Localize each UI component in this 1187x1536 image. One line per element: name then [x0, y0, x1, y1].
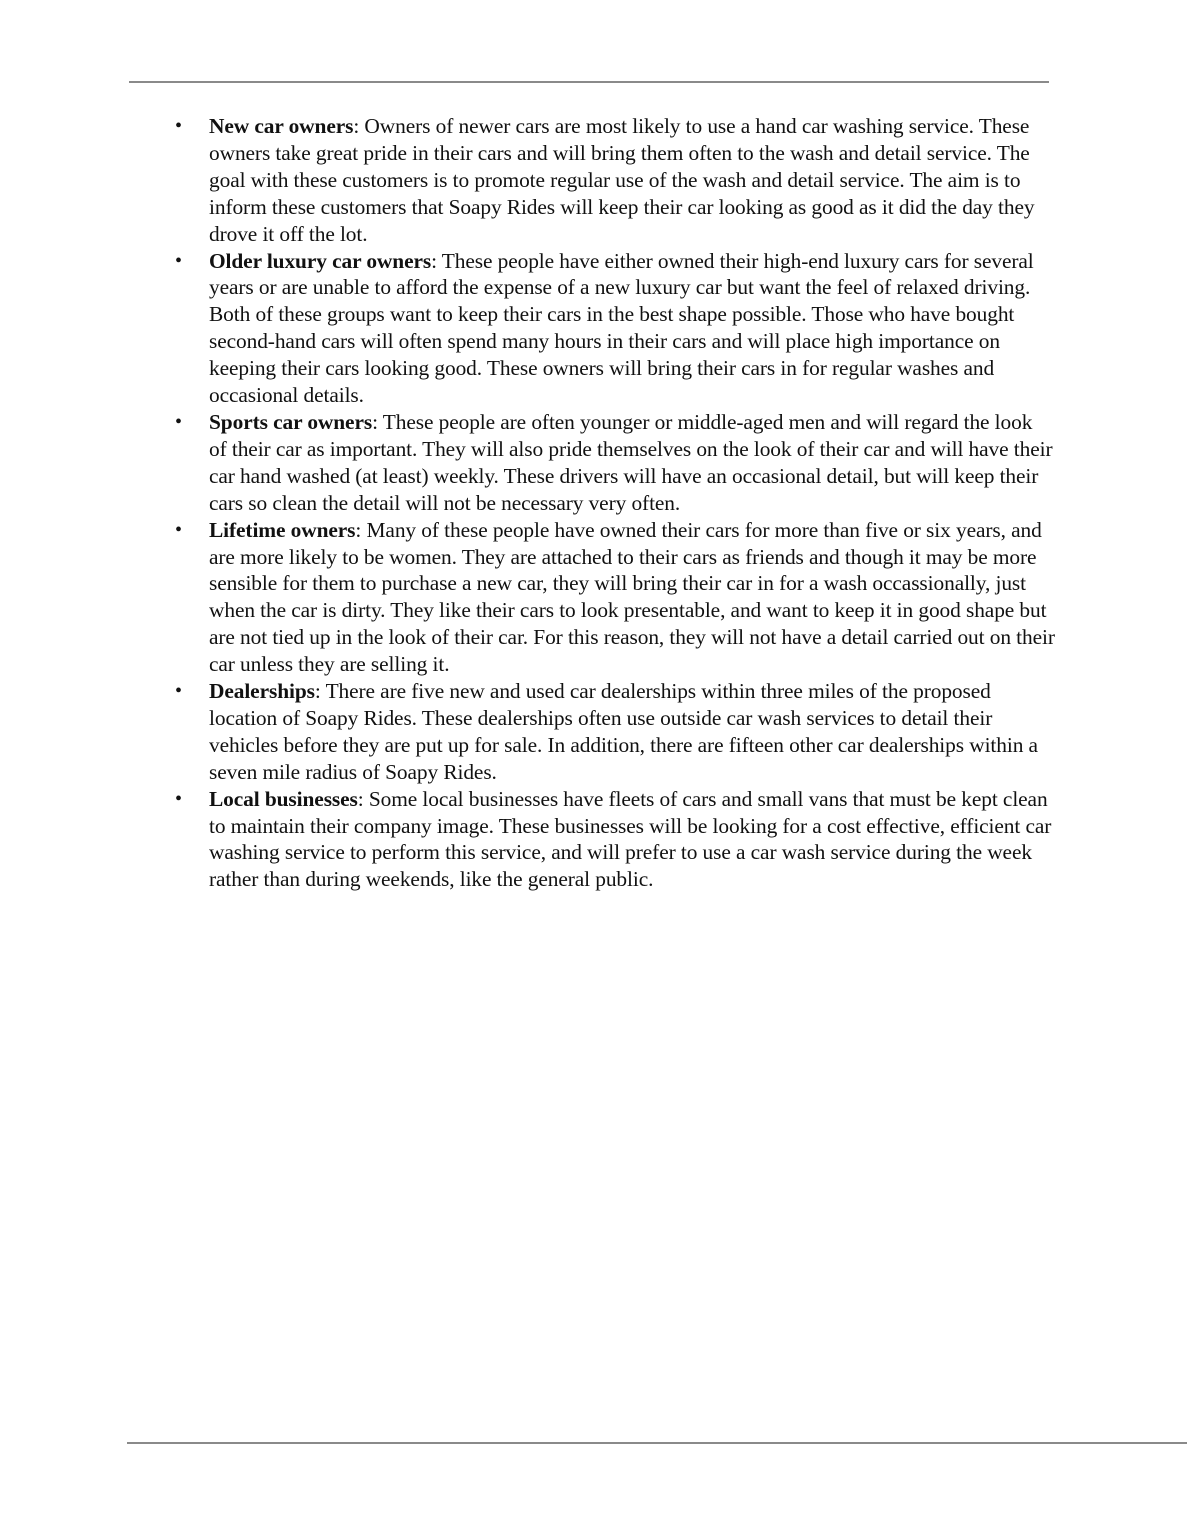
item-separator: :	[353, 114, 360, 138]
bullet-icon: •	[175, 115, 182, 137]
item-separator: :	[431, 248, 437, 273]
bullet-icon: •	[175, 249, 182, 272]
item-term: Dealerships	[209, 679, 315, 704]
list-item-older-luxury-car-owners	[175, 248, 1055, 409]
item-text: There are five new and used car dealerships within three miles of the proposed location of Soapy Rides. These dealerships often use outside car wash services to detail their vehicles before they are put up for sale. In addition, there are fifteen other car dealerships within a seven mile radius of Soapy Rides.	[209, 679, 1038, 784]
item-term: New car owners	[209, 114, 354, 138]
item-term: Sports car owners	[209, 409, 373, 434]
item-text: Some local businesses have fleets of cars and small vans that must be kept clean to maintain their company image. These businesses will be looking for a cost effective, efficient car washing service to perform this service, and will prefer to use a car wash service during the week rather than during weekends, like the general public.	[209, 786, 1052, 892]
item-text: Owners of newer cars are most likely to use a hand car washing service. These owners take great pride in their cars and will bring them often to the wash and detail service. The goal with these customers is to promote regular use of the wash and detail service. The aim is to inform these customers that Soapy Rides will keep their car looking as good as it did the day they drove it off the lot.	[209, 114, 1035, 246]
item-text: Many of these people have owned their cars for more than five or six years, and are more likely to be women. They are attached to their cars as friends and though it may be more sensible for them to purchase a new car, they will bring their car in for a wash occassionally, just when the car is dirty. They like their cars to look presentable, and want to keep it in good shape but are not tied up in the look of their car. For this reason, they will not have a detail carried out on their car unless they are selling it.	[209, 517, 1055, 677]
item-term: Lifetime owners	[209, 517, 356, 542]
footer-rule	[127, 1442, 1187, 1444]
customer-segment-list	[175, 113, 1055, 893]
item-separator: :	[357, 786, 364, 811]
item-term: Older luxury car owners	[209, 248, 432, 273]
list-item-sports-car-owners	[175, 409, 1055, 517]
list-item-lifetime-owners	[175, 517, 1055, 678]
document-body	[175, 113, 1055, 893]
item-term: Local businesses	[209, 786, 358, 811]
item-separator: :	[314, 679, 321, 704]
item-separator: :	[372, 409, 378, 434]
list-item-local-businesses	[175, 786, 1055, 894]
bullet-icon: •	[175, 410, 182, 433]
bullet-icon: •	[175, 518, 182, 541]
list-item-new-car-owners	[175, 113, 1055, 248]
list-item-dealerships	[175, 678, 1055, 786]
item-text: These people have either owned their high-end luxury cars for several years or are unable to afford the expense of a new luxury car but want the feel of relaxed driving. Both of these groups want to keep their cars in the best shape possible. Those who have bought second-hand cars will often spend many hours in their cars and will place high importance on keeping their cars looking good. These owners will bring their cars in for regular washes and occasional details.	[209, 248, 1034, 408]
bullet-icon: •	[175, 680, 182, 703]
bullet-icon: •	[175, 787, 182, 810]
item-text: These people are often younger or middle-aged men and will regard the look of their car as important. They will also pride themselves on the look of their car and will have their car hand washed (at least) weekly. These drivers will have an occasional detail, but will keep their cars so clean the detail will not be necessary very often.	[209, 409, 1053, 515]
item-separator: :	[355, 517, 362, 542]
header-rule	[129, 81, 1049, 83]
